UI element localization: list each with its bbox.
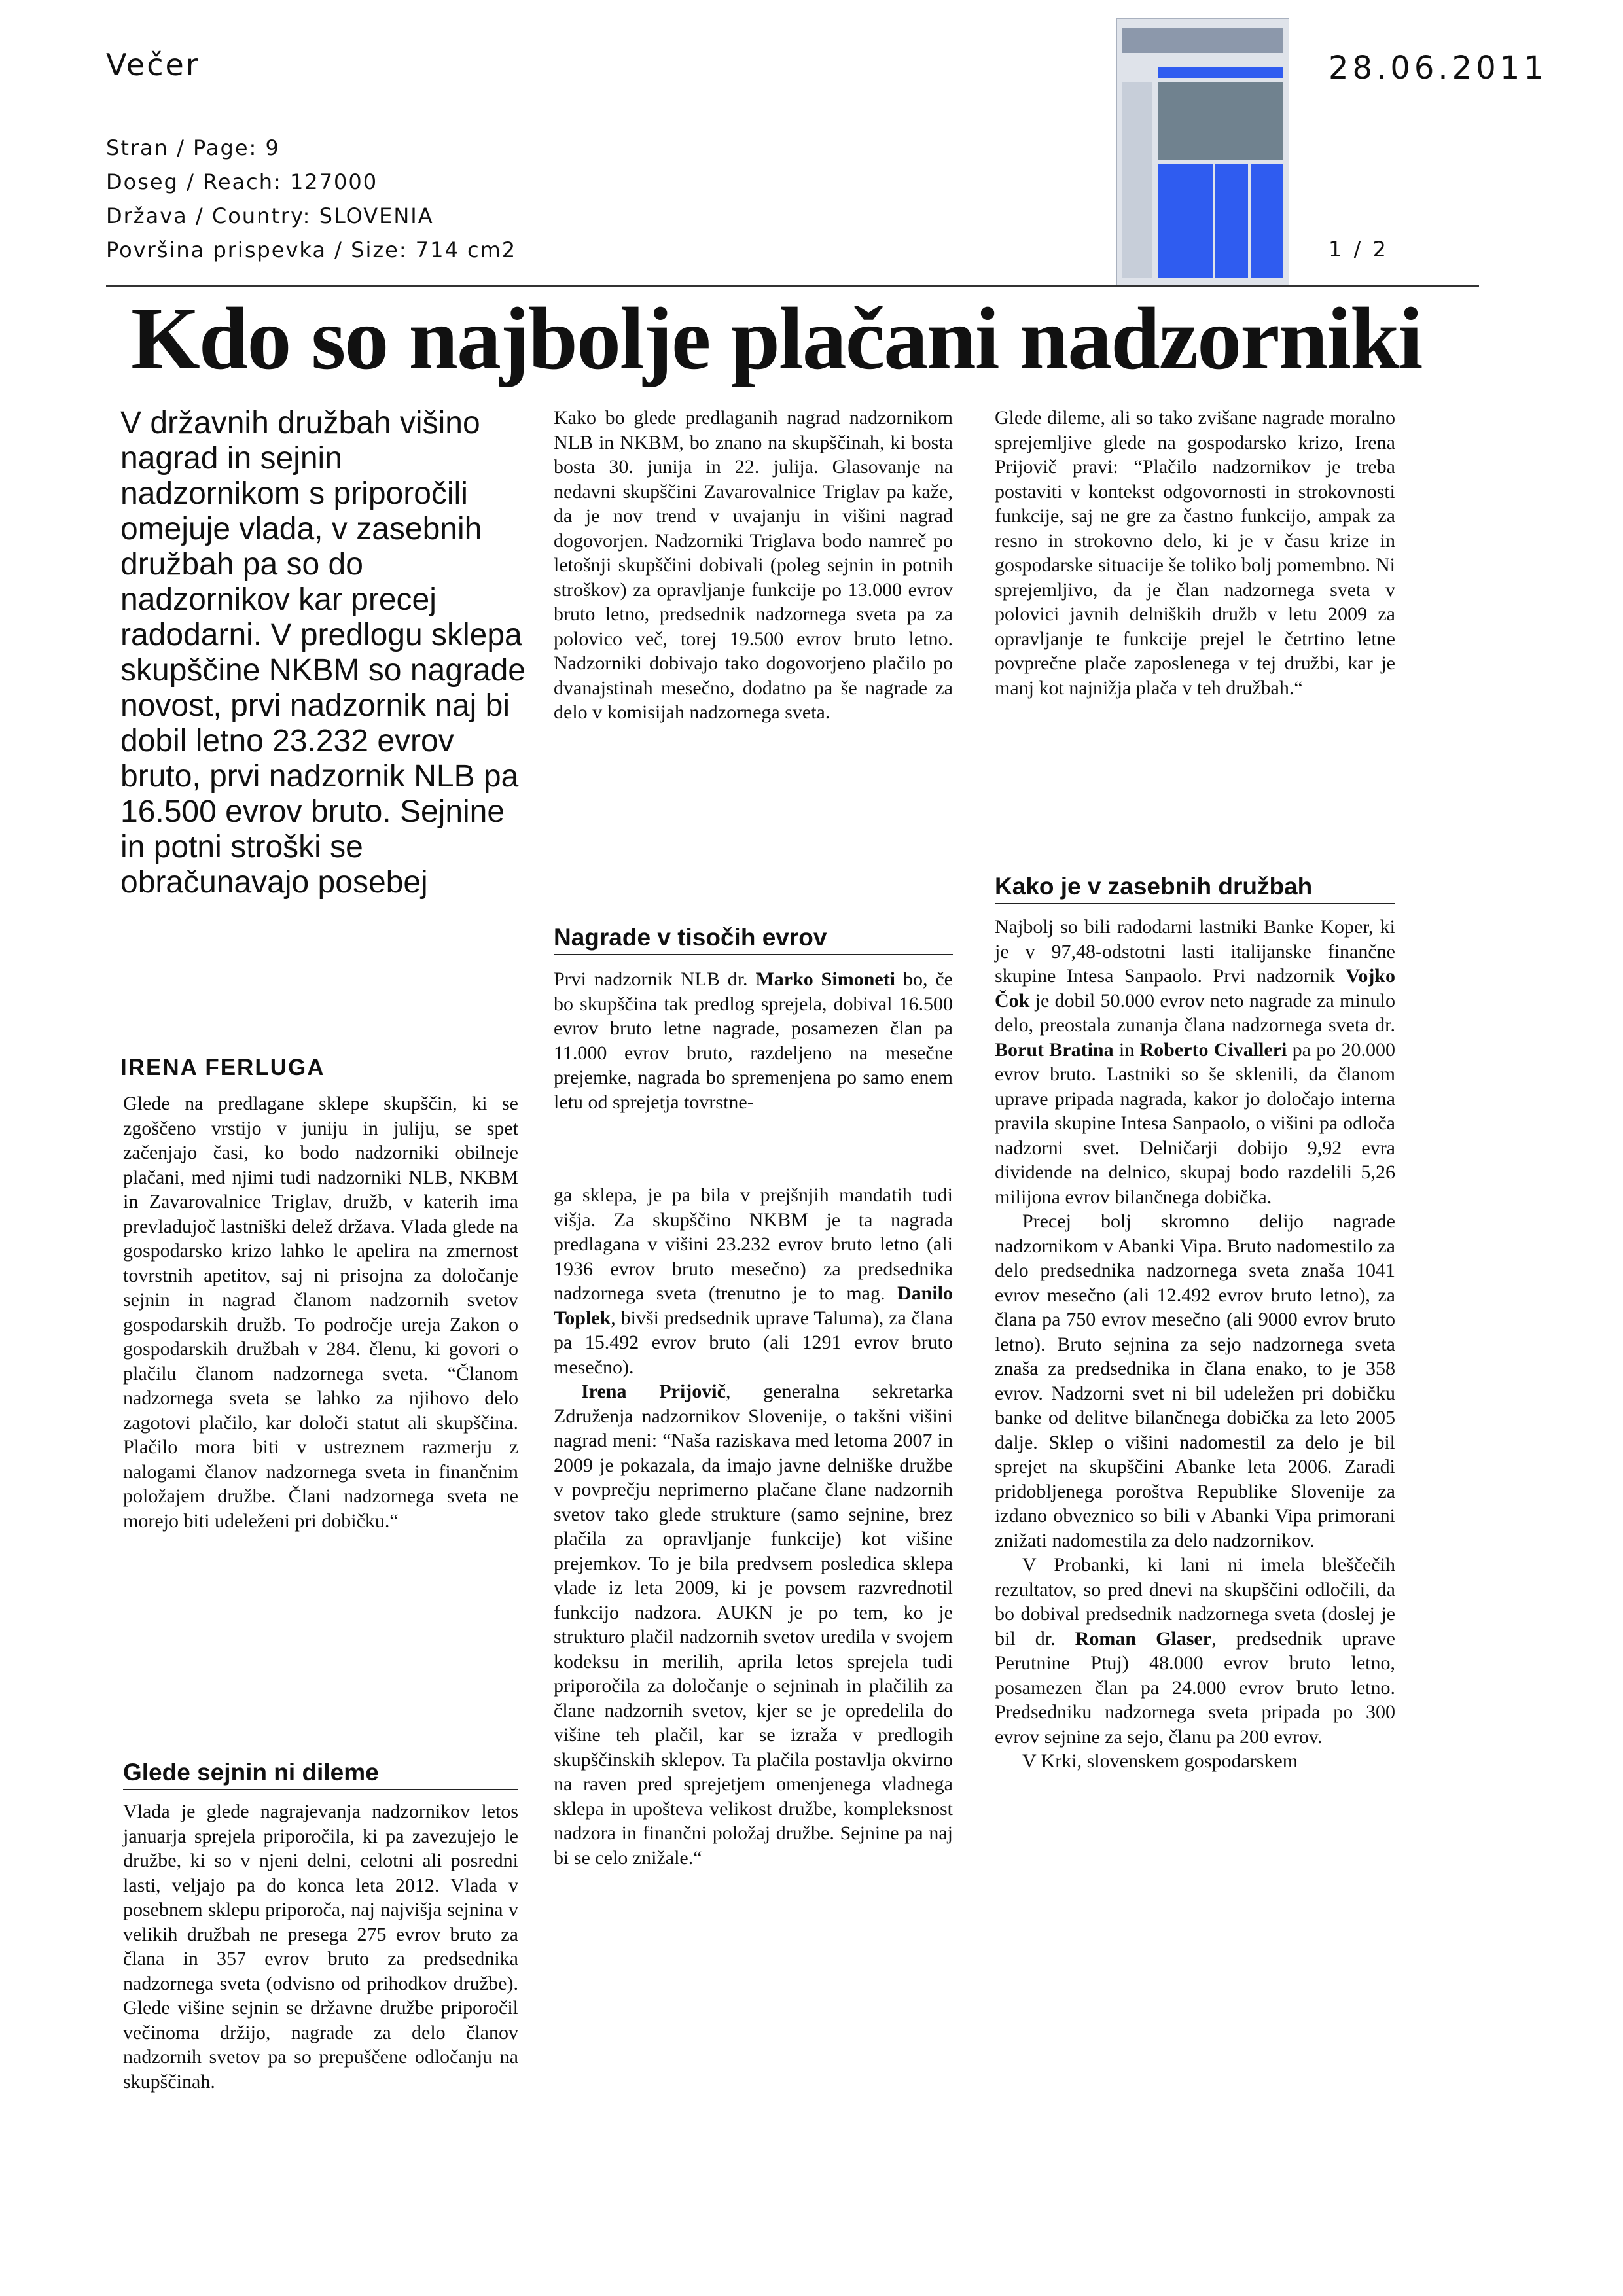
person-name: Vojko Čok xyxy=(995,965,1395,1012)
person-name: Borut Bratina xyxy=(995,1038,1114,1061)
body-paragraph: Kako bo glede predlaganih nagrad nadzornikom NLB in NKBM, bo znano na skupščinah, ki bosta bosta 30. junija in 22. julija. Glasovanje na nedavni skupščini Zavarovalnice Triglav pa kaže, da je nov trend v uvajanju in višini nagrad dogovorjen. Nadzorniki Triglava bodo namreč po letošnji skupščini dobivali (poleg sejnin in potnih stroškov) za opravljanje funkcije po 13.000 evrov bruto letno, predsednik nadzornega sveta pa za polovico več, torej 19.500 evrov bruto letno. Nadzorniki dobivajo tako dogovorjeno plačilo po dvanajstinah mesečno, dodatno pa še nagrade za delo v komisijah nadzornega sveta. xyxy=(554,407,953,723)
thumbnail-highlight-col2 xyxy=(1215,164,1248,278)
subheading-zasebne: Kako je v zasebnih družbah xyxy=(995,873,1395,904)
thumbnail-highlight-col3 xyxy=(1251,164,1283,278)
lead-text: V državnih družbah višino nagrad in sejnin nadzornikom s priporočili omejuje vlada, v zasebnih družbah pa so do nadzornikov kar precej radodarni. V predlogu sklepa skupščine NKBM so nagrade novost, prvi nadzornik naj bi dobil letno 23.232 evrov bruto, prvi nadzornik NLB pa 16.500 evrov bruto. Sejnine in potni stroški se obračunavajo posebej xyxy=(120,406,526,900)
article-author: IRENA FERLUGA xyxy=(120,1055,325,1080)
text-run: , predsednik uprave Perutnine Ptuj) 48.000 evrov bruto letno, posamezen član pa 24.000 evrov bruto letno. Predsedniku nadzornega sveta pripada po 300 evrov sejnine za sejo, članu pa 200 evrov. xyxy=(995,1627,1395,1748)
text-run: ga sklepa, je pa bila v prejšnjih mandatih tudi višja. Za skupščino NKBM je ta nagrada predlagana v višini 23.232 evrov bruto letno (ali 1936 evrov bruto mesečno) za predsednika nadzornega sveta (trenutno je to mag. xyxy=(554,1184,953,1304)
body-paragraph: Glede dileme, ali so tako zvišane nagrade moralno sprejemljive glede na gospodarsko krizo, Irena Prijovič pravi: “Plačilo nadzornikov je treba postaviti v kontekst odgovornosti in strokovnosti funkcije, saj ne gre za častno funkcijo, ampak za resno in strokovno delo, ki je v času krize in gospodarske situacije še toliko bolj pomembno. Ni sprejemljivo, da je član nadzornega sveta v polovici javnih delniških družb v letu 2009 za opravljanje te funkcije prejel le četrtino letne povprečne plače zaposlenega v tej družbi, kar je manj kot najnižja plača v teh družbah.“ xyxy=(995,407,1395,699)
text-run: in xyxy=(1113,1038,1140,1061)
column-1-top xyxy=(123,1091,518,1533)
body-paragraph xyxy=(554,1183,953,1379)
body-paragraph: Glede na predlagane sklepe skupščin, ki se zgoščeno vrstijo v juniju in juliju, se spet začenjajo časi, ko bodo nadzorniki obilneje plačani, med njimi tudi nadzorniki NLB, NKBM in Zavarovalnice Triglav, družb, v katerih ima prevladujoč lastniški delež država. Vlada glede na gospodarsko krizo lahko le apelira na zmernost tovrstnih apetitov, saj ni prisojna za določanje sejnin in nagrad članom nadzornih svetov gospodarskih družb. To področje ureja Zakon o gospodarskih družbah v 284. členu, ki govori o plačilu članom nadzornega sveta. “Članom nadzornega sveta se lahko za njihovo delo zagotovi plačilo, kar določi statut ali skupščina. Plačilo mora biti v ustreznem razmerju z nalogami članov nadzornega sveta in finančnim položajem družbe. Člani nadzornega sveta ne morejo biti udeleženi pri dobičku.“ xyxy=(123,1093,518,1532)
thumbnail-masthead xyxy=(1122,28,1283,53)
article-lead xyxy=(120,406,526,900)
body-paragraph xyxy=(995,915,1395,1209)
person-name: Roberto Civalleri xyxy=(1139,1038,1287,1061)
article-headline: Kdo so najbolje plačani nadzorniki xyxy=(131,290,1422,388)
body-paragraph: V Krki, slovenskem gospodarskem xyxy=(1022,1750,1298,1772)
column-2-bottom xyxy=(554,1183,953,1870)
column-1-bottom xyxy=(123,1799,518,2094)
meta-reach: Doseg / Reach: 127000 xyxy=(106,169,378,194)
thumbnail-highlight-col1 xyxy=(1158,164,1213,278)
text-run: Najbolj so bili radodarni lastniki Banke Koper, ki je v 97,48-odstotni lasti italijanske finančne skupine Intesa Sanpaolo. Prvi nadzornik xyxy=(995,916,1395,987)
thumbnail-photo xyxy=(1158,82,1283,160)
text-run: , generalna sekretarka Združenja nadzornikov Slovenije, o takšni višini nagrad meni: “Naša raziskava med letoma 2007 in 2009 je pokazala, da imajo javne delniške družbe v povprečju neprimerno plačane člane nadzornih svetov tako glede strukture (samo sejnine, brez plačila za opravljanje funkcije) kot višine prejemkov. To je bila predvsem posledica sklepa vlade iz leta 2009, ki je povsem razvrednotil funkcijo nadzora. AUKN je po tem, ko je strukturo plačil nadzornih svetov uredila v svojem kodeksu in merilih, aprila letos sprejela tudi priporočila za določanje o sejninah in plačilih za člane nadzornih svetov, kjer se je opredelila do višine teh plačil, kar se izraža v predlogih skupščinskih sklepov. Ta plačila postavlja okvirno na raven pred sprejetjem omenjenega vladnega sklepa in upošteva velikost družbe, kompleksnost nadzora in finančni položaj družbe. Sejnine pa naj bi se celo znižale.“ xyxy=(554,1381,953,1869)
column-2-top xyxy=(554,406,953,725)
meta-size: Površina prispevka / Size: 714 cm2 xyxy=(106,238,517,262)
text-run: Prvi nadzornik NLB dr. xyxy=(554,968,756,990)
publication-name: Večer xyxy=(106,47,200,82)
thumbnail-side-column xyxy=(1122,82,1152,278)
column-3-bottom xyxy=(995,915,1395,1774)
text-run: , bivši predsednik uprave Taluma), za člana pa 15.492 evrov bruto (ali 1291 evrov bruto mesečno). xyxy=(554,1307,953,1378)
body-paragraph: Vlada je glede nagrajevanja nadzornikov letos januarja sprejela priporočila, ki pa zavezujejo le družbe, ki so v njeni delni, celotni ali posredni lasti, veljajo pa do konca leta 2012. Vlada v posebnem sklepu priporoča, naj najvišja sejnina v velikih družbah ne presega 275 evrov bruto za člana in 357 evrov bruto za predsednika nadzornega sveta (odvisno od prihodkov družbe). Glede višine sejnin se državne družbe priporočil večinoma držijo, nagrade za delo članov nadzornih svetov pa so prepuščene odločanju na skupščinah. xyxy=(123,1801,518,2093)
body-paragraph xyxy=(554,1379,953,1870)
person-name: Irena Prijovič xyxy=(581,1381,726,1402)
page-counter: 1 / 2 xyxy=(1329,237,1389,262)
subheading-nagrade: Nagrade v tisočih evrov xyxy=(554,924,953,955)
body-paragraph xyxy=(995,1553,1395,1749)
thumbnail-highlight-title xyxy=(1158,67,1283,78)
text-run: bo, če bo skupščina tak predlog sprejela, dobival 16.500 evrov bruto letne nagrade, posamezen član pa 11.000 evrov bruto, razdeljeno na mesečne prejemke, nagrada bo spremenjena po samo enem letu od sprejetja tovrstne- xyxy=(554,968,953,1113)
page-thumbnail xyxy=(1116,18,1289,287)
body-paragraph xyxy=(554,967,953,1114)
header-divider xyxy=(106,285,1479,287)
column-3-top xyxy=(995,406,1395,700)
person-name: Danilo Toplek xyxy=(554,1282,953,1329)
meta-country: Država / Country: SLOVENIA xyxy=(106,203,434,228)
publication-date: 28.06.2011 xyxy=(1329,50,1548,86)
subheading-sejnine: Glede sejnin ni dileme xyxy=(123,1759,518,1790)
text-run: V Probanki, ki lani ni imela bleščečih rezultatov, so pred dnevi na skupščini odločili, da bo dobival predsednik nadzornega sveta (doslej je bil dr. xyxy=(995,1554,1395,1650)
meta-page: Stran / Page: 9 xyxy=(106,135,280,160)
text-run: je dobil 50.000 evrov neto nagrade za minulo delo, preostala zunanja člana nadzornega sveta dr. xyxy=(995,989,1395,1036)
text-run: pa po 20.000 evrov bruto. Lastniki so še sklenili, da članom uprave pripada nagrada, kakor jo določajo interna pravila skupine Intesa Sanpaolo, o višini pa odloča nadzorni svet. Delničarji dobijo 9,92 evra dividende na delnico, skupaj bodo razdelili 5,26 milijona evrov bilančnega dobička. xyxy=(995,1038,1395,1208)
person-name: Roman Glaser xyxy=(1075,1627,1212,1650)
body-paragraph: Precej bolj skromno delijo nagrade nadzornikom v Abanki Vipa. Bruto nadomestilo za delo predsednika nadzornega sveta znaša 1041 evrov mesečno (ali 12.492 evrov bruto letno), za člana pa 750 evrov mesečno (ali 9000 evrov bruto letno). Bruto sejnina za sejo nadzornega sveta znaša za predsednika in člana enako, to je 358 evrov. Nadzorni svet ni bil udeležen pri dobičku banke od delitve bilančnega dobička za leto 2005 dalje. Sklep o višini nadomestil za delo je bil sprejet na skupščini Abanke leta 2006. Zaradi pridobljenega poroštva Republike Slovenije za izdano obveznico so bili v Abanki Vipa primorani znižati nadomestila za delo nadzornikov. xyxy=(995,1210,1395,1551)
clipping-meta xyxy=(106,131,516,267)
person-name: Marko Simoneti xyxy=(755,968,896,990)
column-2-middle xyxy=(554,967,953,1114)
